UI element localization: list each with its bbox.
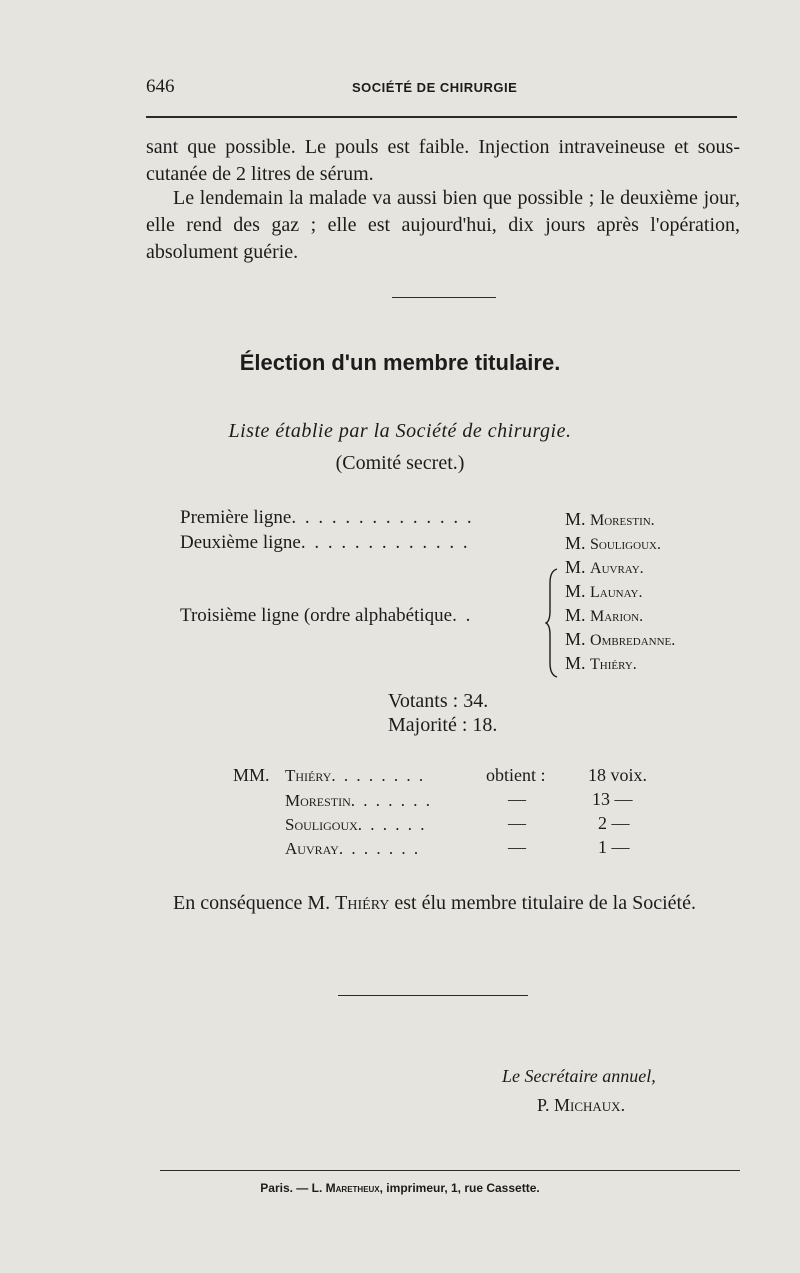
result-dash-souligoux: —	[508, 813, 526, 833]
result-count-auvray: 1 —	[598, 837, 630, 857]
header-rule	[146, 116, 737, 118]
page-number: 646	[146, 76, 175, 97]
candidate-morestin: M. Morestin.	[565, 509, 655, 529]
secretary-name: P. Michaux.	[537, 1095, 626, 1115]
candidate-ombredanne: M. Ombredanne.	[565, 629, 676, 649]
line-label-third: Troisième ligne (ordre alphabétique. .	[180, 605, 473, 626]
candidate-thiery: M. Thiéry.	[565, 653, 637, 673]
section-separator	[392, 297, 496, 298]
candidate-auvray: M. Auvray.	[565, 557, 644, 577]
result-verb: obtient :	[486, 765, 546, 785]
voters-count: Votants : 34.	[388, 690, 489, 712]
result-count-morestin: 13 —	[592, 789, 633, 809]
secretary-title: Le Secrétaire annuel,	[502, 1066, 656, 1086]
candidate-souligoux: M. Souligoux.	[565, 533, 661, 553]
result-count-thiery: 18 voix.	[588, 765, 648, 785]
curly-brace	[545, 567, 559, 679]
candidate-launay: M. Launay.	[565, 581, 643, 601]
results-prefix: MM.	[233, 765, 270, 785]
result-name-souligoux: Souligoux. . . . . .	[285, 815, 427, 834]
conclusion-paragraph: En conséquence M. Thiéry est élu membre titulaire de la Société.	[173, 892, 696, 914]
closing-separator	[338, 995, 528, 996]
result-count-souligoux: 2 —	[598, 813, 630, 833]
line-label-first: Première ligne. . . . . . . . . . . . . .	[180, 507, 474, 528]
election-title: Élection d'un membre titulaire.	[239, 350, 561, 375]
footer-rule	[160, 1170, 740, 1171]
running-title: SOCIÉTÉ DE CHIRURGIE	[352, 80, 518, 95]
line-label-second: Deuxième ligne. . . . . . . . . . . . .	[180, 532, 470, 553]
committee-note: (Comité secret.)	[335, 452, 465, 474]
result-name-auvray: Auvray. . . . . . .	[285, 839, 421, 858]
result-dash-morestin: —	[508, 789, 526, 809]
result-name-morestin: Morestin. . . . . . .	[285, 791, 433, 810]
list-caption: Liste établie par la Société de chirurgie.	[228, 420, 572, 442]
paragraph-2: Le lendemain la malade va aussi bien que possible ; le deuxième jour, elle rend des gaz ; elle est aujourd'hui, dix jours après l'opération, absolument guérie.	[146, 187, 740, 263]
candidate-marion: M. Marion.	[565, 605, 644, 625]
result-name-thiery: Thiéry. . . . . . . .	[285, 766, 426, 785]
result-dash-auvray: —	[508, 837, 526, 857]
majority-count: Majorité : 18.	[388, 714, 498, 736]
printer-footer: Paris. — L. Maretheux, imprimeur, 1, rue Cassette.	[260, 1181, 540, 1195]
paragraph-1: sant que possible. Le pouls est faible. Injection intraveineuse et sous-cutanée de 2 litres de sérum.	[146, 136, 740, 185]
